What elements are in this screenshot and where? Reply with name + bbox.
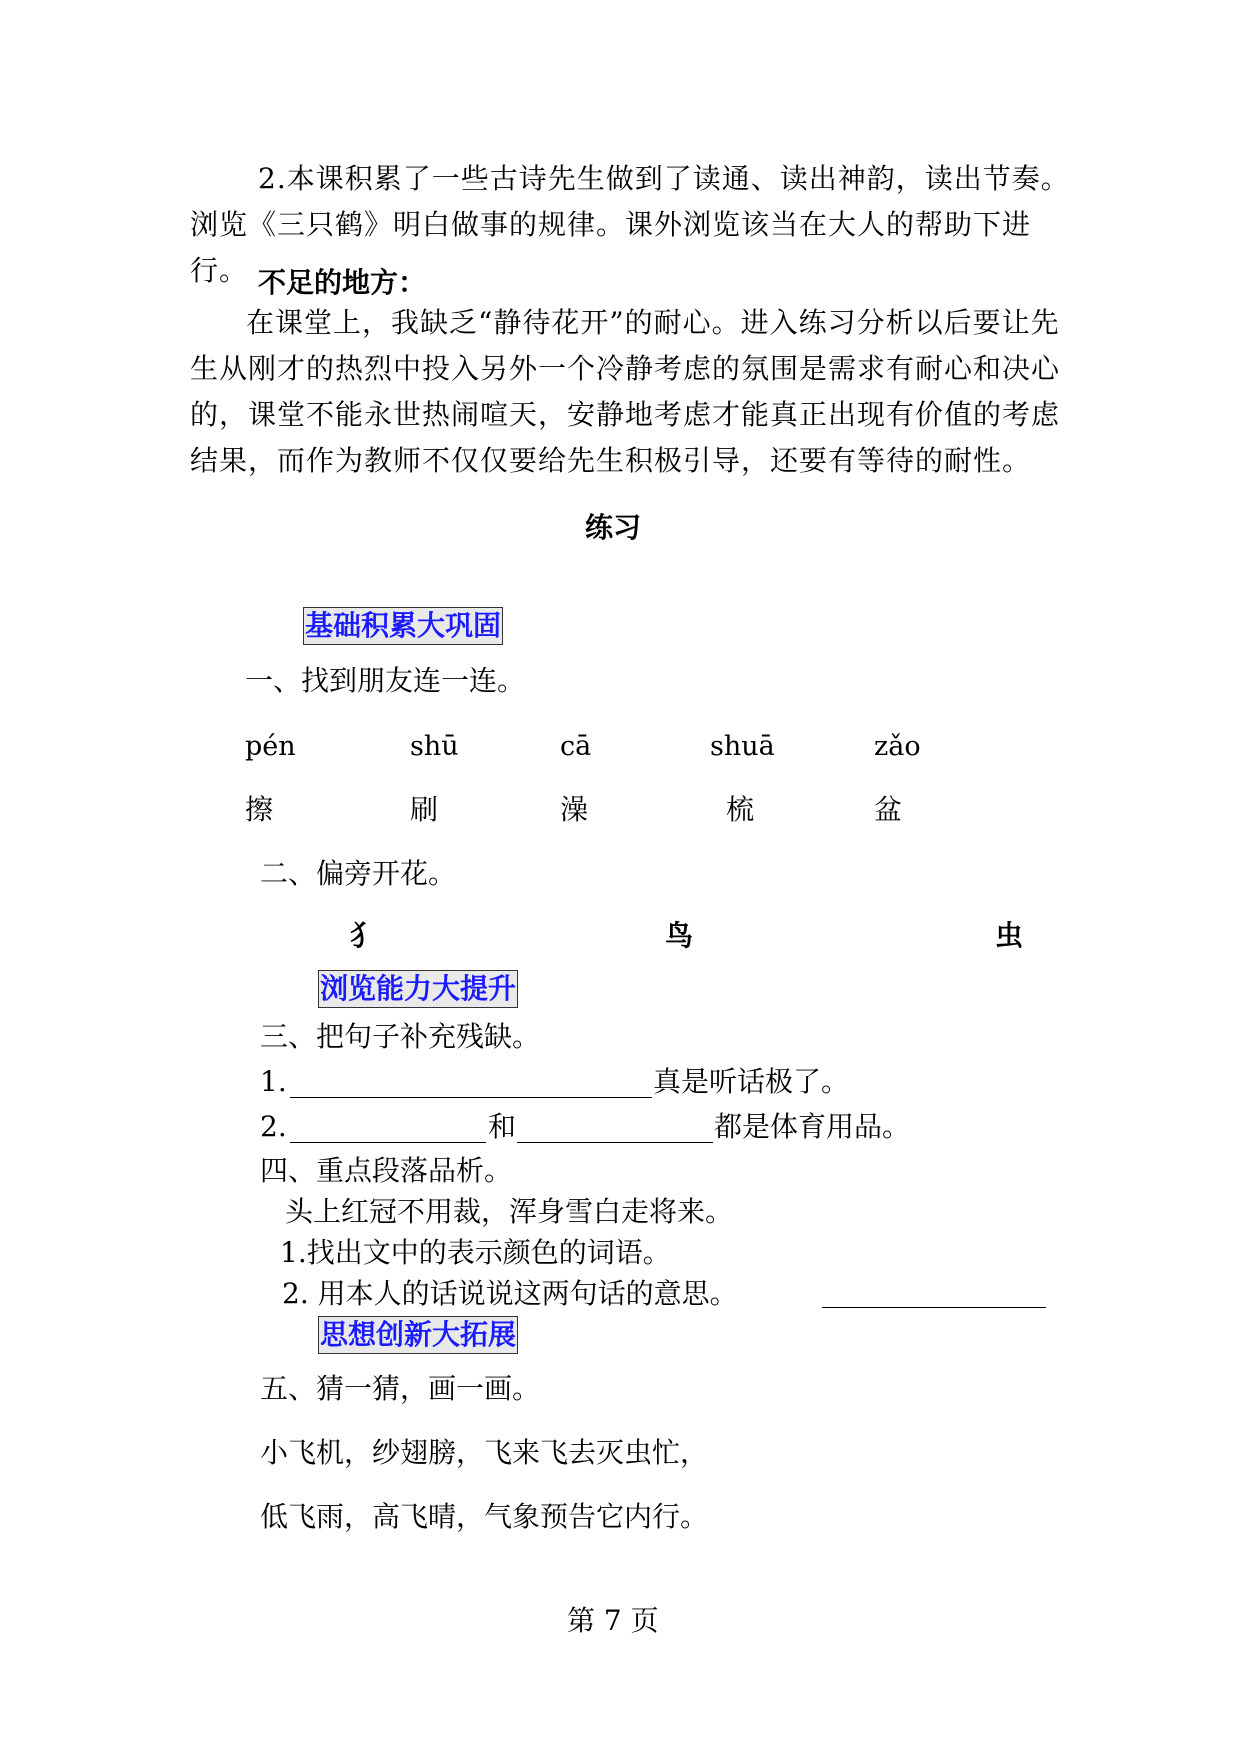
question-3: 三、把句子补充残缺。 <box>260 1020 541 1053</box>
q3-2-tail: 都是体育用品。 <box>714 1110 911 1143</box>
q4-sub-1: 1.找出文中的表示颜色的词语。 <box>280 1236 671 1269</box>
radical-insect: 虫 <box>995 919 1024 952</box>
shortcoming-paragraph: 在课堂上，我缺乏“静待花开”的耐心。进入练习分析以后要让先生从刚才的热烈中投入另外一个冷静考虑的氛围是需求有耐心和决心的，课堂不能永世热闹喧天，安静地考虑才能真正出现有价值的考虑结果，而作为教师不仅仅要给先生积极引导，还要有等待的耐性。 <box>190 306 1061 477</box>
section-heading-creative: 思想创新大拓展 <box>318 1316 518 1354</box>
pinyin-shu: shū <box>410 731 459 762</box>
q3-2-number: 2. <box>260 1110 287 1143</box>
page-number: 第 7 页 <box>567 1604 659 1637</box>
reflection-item-2: 2.本课积累了一些古诗先生做到了读通、读出神韵，读出节奏。浏览《三只鹤》明白做事的规律。课外浏览该当在大人的帮助下进行。 <box>190 162 1070 287</box>
question-4: 四、重点段落品析。 <box>260 1154 513 1187</box>
pinyin-pen: pén <box>245 731 296 762</box>
pinyin-shua: shuā <box>710 731 775 762</box>
pinyin-zao: zǎo <box>874 731 921 762</box>
q4-answer-blank[interactable] <box>822 1307 1046 1308</box>
exercise-title: 练习 <box>585 511 642 544</box>
section-heading-basics: 基础积累大巩固 <box>303 607 503 645</box>
q4-sub-2: 2. 用本人的话说说这两句话的意思。 <box>282 1277 738 1310</box>
q3-1-tail: 真是听话极了。 <box>653 1065 850 1098</box>
q3-2-and: 和 <box>488 1110 517 1143</box>
radical-bird: 鸟 <box>665 919 694 952</box>
question-1: 一、找到朋友连一连。 <box>245 664 526 697</box>
char-shua: 刷 <box>410 793 439 826</box>
char-ca: 擦 <box>245 793 274 826</box>
q3-1-answer-blank[interactable] <box>290 1097 652 1098</box>
riddle-line-1: 小飞机，纱翅膀，飞来飞去灭虫忙， <box>260 1436 709 1469</box>
radical-dog: 犭 <box>350 919 379 952</box>
question-2: 二、偏旁开花。 <box>260 857 457 890</box>
riddle-line-2: 低飞雨，高飞晴，气象预告它内行。 <box>260 1500 709 1533</box>
q3-2-answer-blank-2[interactable] <box>517 1142 713 1143</box>
char-zao: 澡 <box>560 793 589 826</box>
char-shu: 梳 <box>726 793 755 826</box>
q3-2-answer-blank-1[interactable] <box>290 1142 486 1143</box>
q3-1-number: 1. <box>260 1065 287 1098</box>
question-5: 五、猜一猜，画一画。 <box>260 1372 541 1405</box>
section-heading-reading: 浏览能力大提升 <box>318 970 518 1008</box>
q4-poem: 头上红冠不用裁，浑身雪白走将来。 <box>285 1195 734 1228</box>
pinyin-ca: cā <box>560 731 592 762</box>
char-pen: 盆 <box>874 793 903 826</box>
shortcoming-heading: 不足的地方： <box>258 266 427 299</box>
